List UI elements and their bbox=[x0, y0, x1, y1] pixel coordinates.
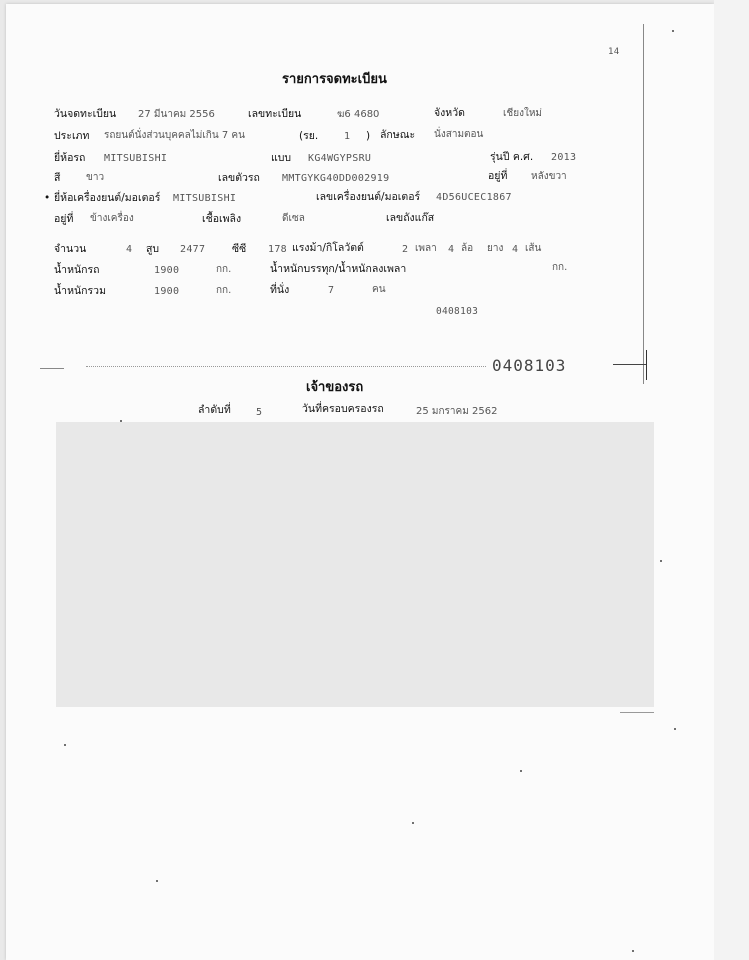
scan-speck bbox=[156, 880, 158, 882]
model-value: KG4WGYPSRU bbox=[308, 153, 372, 164]
page-edge bbox=[714, 0, 749, 960]
separator-dots bbox=[86, 366, 486, 367]
separator-tick bbox=[646, 350, 647, 380]
style-value: นั่งสามตอน bbox=[434, 129, 484, 140]
load-label: น้ำหนักบรรทุก/น้ำหนักลงเพลา bbox=[270, 263, 407, 275]
serial-number-large: 0408103 bbox=[492, 356, 567, 375]
scan-speck bbox=[660, 560, 662, 562]
scan-speck bbox=[520, 770, 522, 772]
location2-value: ข้างเครื่อง bbox=[90, 213, 134, 224]
fuel-label: เชื้อเพลิง bbox=[202, 213, 242, 225]
right-margin-line bbox=[643, 24, 644, 384]
engine-no-label: เลขเครื่องยนต์/มอเตอร์ bbox=[316, 191, 421, 203]
seat-value: 7 bbox=[328, 285, 335, 296]
type-label: ประเภท bbox=[54, 130, 90, 142]
under-redaction-line bbox=[620, 712, 654, 713]
separator-line-right bbox=[613, 364, 647, 365]
serial-number-small: 0408103 bbox=[436, 306, 479, 317]
fuel-value: ดีเซล bbox=[282, 213, 305, 224]
owner-order-label: ลำดับที่ bbox=[198, 404, 231, 416]
scan-speck bbox=[64, 744, 66, 746]
scan-speck bbox=[412, 822, 414, 824]
year-label: รุ่นปี ค.ศ. bbox=[490, 151, 534, 163]
wheel-label: ล้อ bbox=[461, 243, 474, 254]
chassis-label: เลขตัวรถ bbox=[218, 172, 260, 184]
reg-date-label: วันจดทะเบียน bbox=[54, 108, 117, 120]
code-value: 1 bbox=[344, 131, 351, 142]
tire-value: 4 bbox=[512, 244, 519, 255]
weight-value: 1900 bbox=[154, 265, 180, 276]
cc-label: ซีซี bbox=[232, 243, 247, 255]
scan-speck bbox=[120, 420, 122, 422]
scan-speck bbox=[672, 30, 674, 32]
hp-value: 178 bbox=[268, 244, 287, 255]
page-number: 14 bbox=[608, 47, 620, 57]
cc-value: 2477 bbox=[180, 244, 206, 255]
scan-speck bbox=[632, 950, 634, 952]
asterisk-mark: • bbox=[44, 192, 51, 204]
seat-label: ที่นั่ง bbox=[270, 284, 290, 296]
province-value: เชียงใหม่ bbox=[503, 108, 543, 119]
code-close: ) bbox=[366, 130, 371, 142]
total-weight-label: น้ำหนักรวม bbox=[54, 285, 106, 297]
owner-title: เจ้าของรถ bbox=[306, 380, 364, 395]
brand-value: MITSUBISHI bbox=[104, 153, 168, 164]
qty-value: 4 bbox=[126, 244, 133, 255]
engine-brand-value: MITSUBISHI bbox=[173, 193, 237, 204]
axle-value: 2 bbox=[402, 244, 409, 255]
gas-tank-label: เลขถังแก๊ส bbox=[386, 212, 435, 224]
chassis-value: MMTGYKG40DD002919 bbox=[282, 173, 390, 184]
location1-value: หลังขวา bbox=[531, 171, 567, 182]
scan-speck bbox=[674, 728, 676, 730]
seat-unit: คน bbox=[372, 284, 386, 295]
brand-label: ยี่ห้อรถ bbox=[54, 152, 86, 164]
hp-label: แรงม้า/กิโลวัตต์ bbox=[292, 242, 364, 254]
province-label: จังหวัด bbox=[434, 107, 465, 119]
type-value: รถยนต์นั่งส่วนบุคคลไม่เกิน 7 คน bbox=[104, 130, 245, 141]
code-label: (รย. bbox=[299, 130, 319, 142]
separator-stub bbox=[40, 368, 64, 369]
weight-unit: กก. bbox=[216, 264, 232, 275]
plate-label: เลขทะเบียน bbox=[248, 108, 302, 120]
total-weight-value: 1900 bbox=[154, 286, 180, 297]
qty-label: จำนวน bbox=[54, 243, 87, 255]
location2-label: อยู่ที่ bbox=[54, 213, 74, 225]
plate-value: ฆ6 4680 bbox=[337, 109, 380, 120]
reg-date-value: 27 มีนาคม 2556 bbox=[138, 109, 215, 120]
owner-order-value: 5 bbox=[256, 407, 263, 418]
owner-date-value: 25 มกราคม 2562 bbox=[416, 406, 498, 417]
redacted-block bbox=[56, 422, 654, 707]
section-title: รายการจดทะเบียน bbox=[282, 72, 387, 87]
engine-brand-label: ยี่ห้อเครื่องยนต์/มอเตอร์ bbox=[54, 192, 161, 204]
wheel-value: 4 bbox=[448, 244, 455, 255]
style-label: ลักษณะ bbox=[380, 129, 416, 141]
tire-unit: เส้น bbox=[525, 243, 542, 254]
location1-label: อยู่ที่ bbox=[488, 170, 508, 182]
year-value: 2013 bbox=[551, 152, 577, 163]
color-label: สี bbox=[54, 172, 61, 184]
owner-date-label: วันที่ครอบครองรถ bbox=[302, 403, 384, 415]
tire-label: ยาง bbox=[487, 243, 504, 254]
weight-label: น้ำหนักรถ bbox=[54, 264, 100, 276]
model-label: แบบ bbox=[271, 152, 292, 164]
cylinder-label: สูบ bbox=[146, 243, 160, 255]
color-value: ขาว bbox=[86, 172, 105, 183]
total-weight-unit: กก. bbox=[216, 285, 232, 296]
engine-no-value: 4D56UCEC1867 bbox=[436, 192, 512, 203]
load-unit: กก. bbox=[552, 262, 568, 273]
axle-label: เพลา bbox=[415, 243, 437, 254]
